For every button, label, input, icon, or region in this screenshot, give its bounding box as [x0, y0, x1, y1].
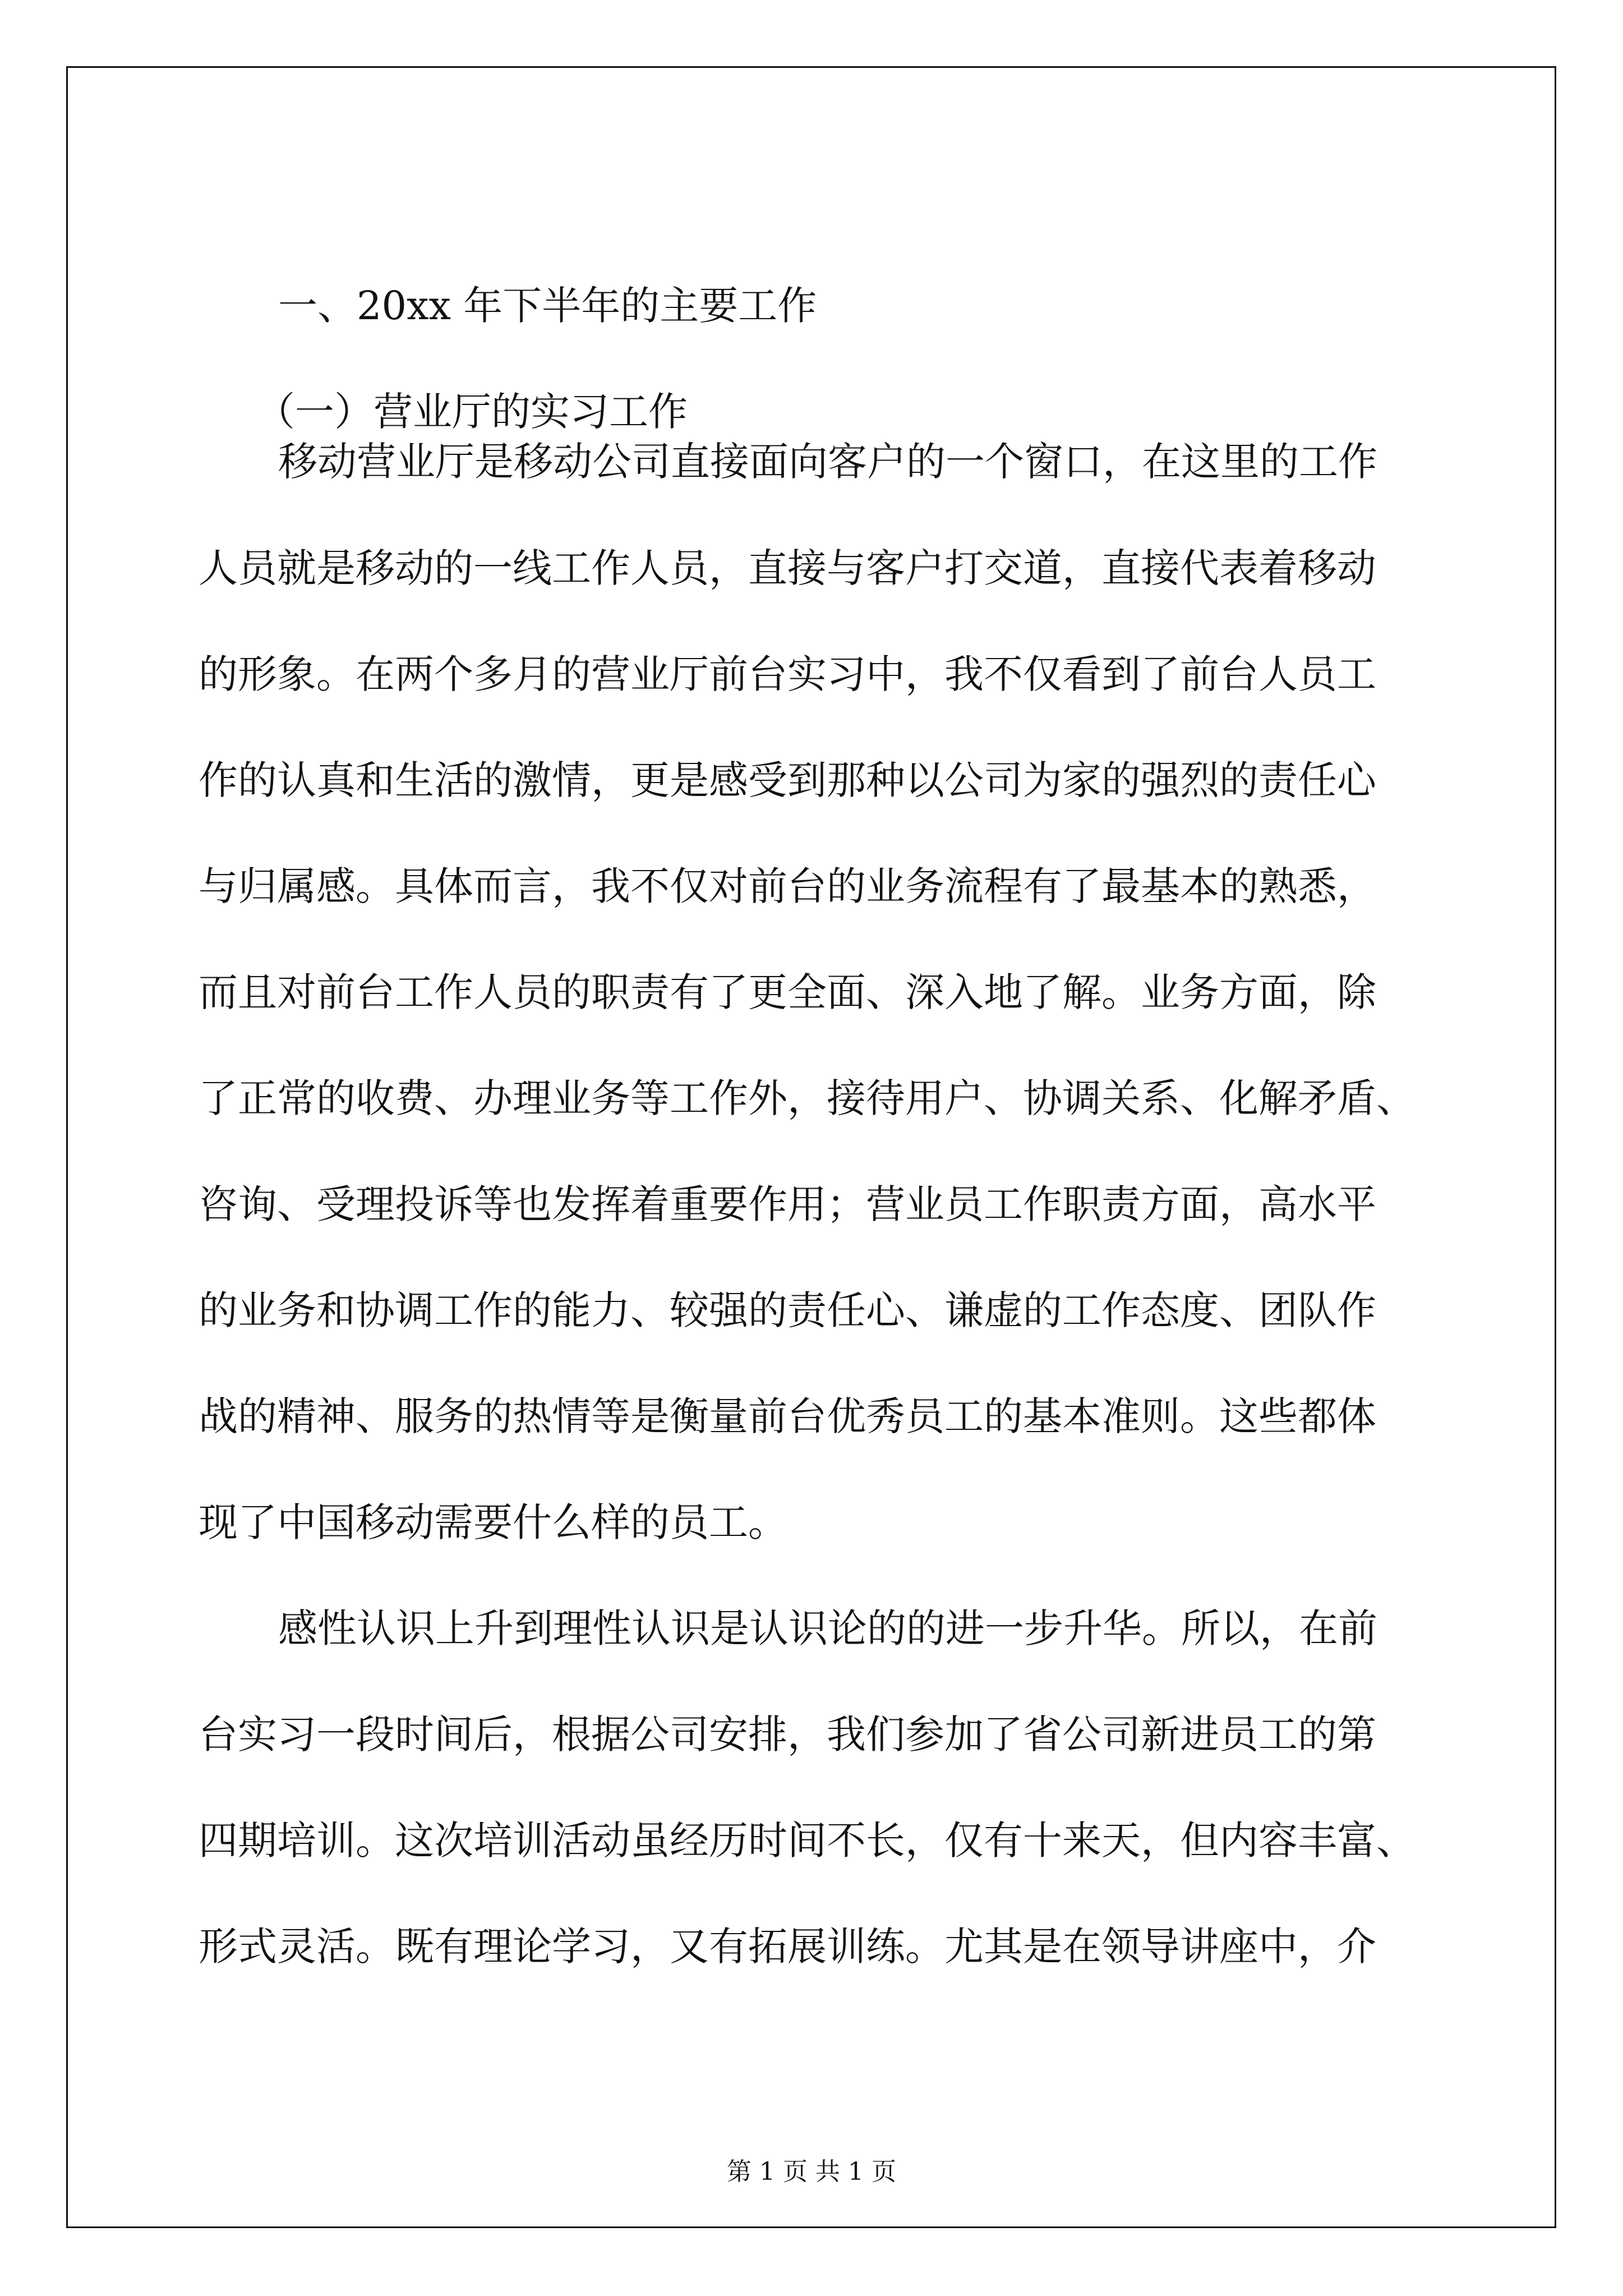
paragraph-line: 而且对前台工作人员的职责有了更全面、深入地了解。业务方面，除	[199, 969, 1376, 1015]
paragraph-line: 咨询、受理投诉等也发挥着重要作用；营业员工作职责方面，高水平	[199, 1181, 1376, 1227]
subheading-text: （一）营业厅的实习工作	[256, 389, 688, 435]
section-heading	[0, 222, 1623, 329]
paragraph-line: 四期培训。这次培训活动虽经历时间不长，仅有十来天，但内容丰富、	[199, 1818, 1415, 1864]
paragraph-line: 人员就是移动的一线工作人员，直接与客户打交道，直接代表着移动	[199, 545, 1376, 591]
paragraph-line: 与归属感。具体而言，我不仅对前台的业务流程有了最基本的熟悉，	[199, 863, 1376, 909]
paragraph-line: 台实习一段时间后，根据公司安排，我们参加了省公司新进员工的第	[199, 1711, 1376, 1757]
heading-text: 一、20xx 年下半年的主要工作	[278, 283, 817, 329]
paragraph-line: 移动营业厅是移动公司直接面向客户的一个窗口，在这里的工作	[278, 439, 1377, 485]
paragraph-line: 现了中国移动需要什么样的员工。	[199, 1499, 787, 1545]
paragraph-line: 作的认真和生活的激情，更是感受到那种以公司为家的强烈的责任心	[199, 757, 1376, 803]
paragraph-line: 形式灵活。既有理论学习，又有拓展训练。尤其是在领导讲座中，介	[199, 1924, 1376, 1970]
paragraph-line: 的业务和协调工作的能力、较强的责任心、谦虚的工作态度、团队作	[199, 1287, 1376, 1333]
subsection-heading	[0, 328, 1623, 435]
paragraph-line: 了正常的收费、办理业务等工作外，接待用户、协调关系、化解矛盾、	[199, 1075, 1415, 1121]
paragraph-line: 战的精神、服务的热情等是衡量前台优秀员工的基本准则。这些都体	[199, 1393, 1376, 1439]
page-footer: 第 1 页 共 1 页	[727, 2157, 896, 2186]
paragraph-line: 的形象。在两个多月的营业厅前台实习中，我不仅看到了前台人员工	[199, 651, 1376, 697]
paragraph-line: 感性认识上升到理性认识是认识论的的进一步升华。所以，在前	[278, 1605, 1377, 1651]
